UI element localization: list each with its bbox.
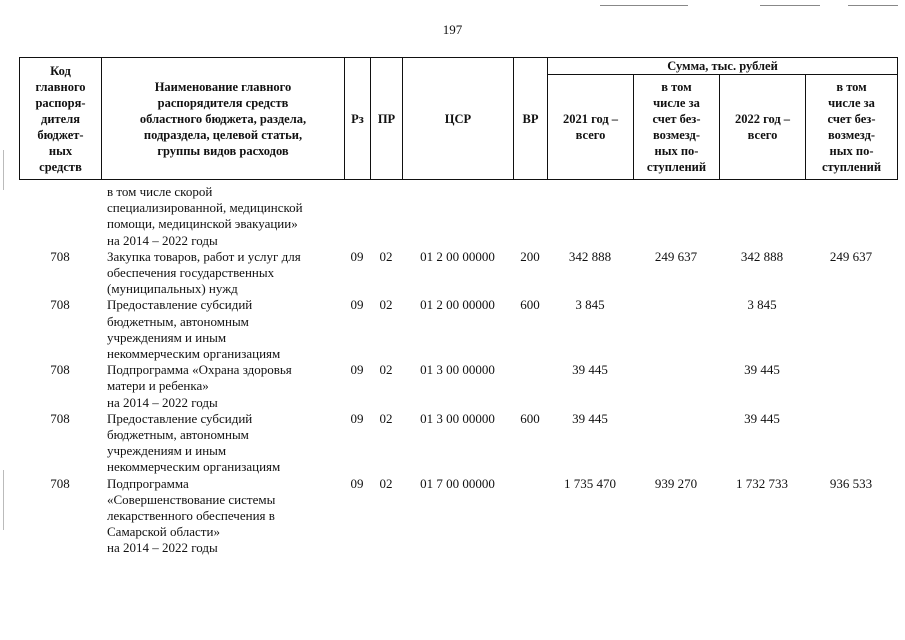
cell-code (19, 184, 101, 249)
cell-2022-incl: 249 637 (829, 248, 873, 264)
table-row (19, 476, 897, 557)
header-2021-total: 2021 год – всего (548, 75, 634, 180)
cell-name: Предоставление субсидий бюджетным, автономным учреждениям и иным некоммерческим организациям (107, 410, 281, 475)
cell-name: в том числе скорой специализированной, медицинской помощи, медицинской эвакуации» на 2014 – 2022 годы (107, 184, 303, 248)
cell-code: 708 (50, 362, 70, 378)
table-row (19, 184, 897, 249)
cell-pr: 02 (379, 410, 393, 426)
cell-code: 708 (50, 297, 70, 313)
cell-pr: 02 (379, 297, 393, 313)
cell-rz: 09 (350, 475, 364, 491)
cell-2021-incl (633, 184, 719, 249)
header-csr: ЦСР (403, 58, 514, 180)
cell-2021-incl: 939 270 (654, 475, 698, 491)
header-name: Наименование главного распорядителя средств областного бюджета, раздела, подраздела, целевой статьи, группы видов расходов (102, 58, 345, 180)
cell-rz: 09 (350, 410, 364, 426)
cell-csr: 01 7 00 00000 (420, 475, 495, 491)
cell-code: 708 (50, 475, 70, 491)
header-vr: ВР (514, 58, 548, 180)
cell-2022-total: 1 732 733 (736, 475, 788, 491)
cell-name: Подпрограмма «Охрана здоровья матери и ребенка» на 2014 – 2022 годы (107, 362, 292, 410)
cell-2022-total: 39 445 (744, 362, 780, 378)
cell-vr (513, 476, 547, 557)
table-row (19, 362, 897, 411)
cell-2021-total: 3 845 (575, 297, 605, 313)
cell-vr: 600 (520, 410, 540, 426)
cell-csr: 01 3 00 00000 (420, 362, 495, 378)
cell-vr: 200 (520, 248, 540, 264)
table-header (19, 57, 898, 180)
cell-2021-incl (633, 297, 719, 362)
cell-csr (402, 184, 513, 249)
cell-2021-incl: 249 637 (654, 248, 698, 264)
cell-2022-total: 3 845 (747, 297, 777, 313)
cell-2022-incl (805, 297, 897, 362)
cell-csr: 01 2 00 00000 (420, 297, 495, 313)
scan-line (848, 5, 898, 6)
cell-2022-total: 342 888 (740, 248, 784, 264)
cell-2022-incl (805, 184, 897, 249)
cell-name: Подпрограмма «Совершенствование системы лекарственного обеспечения в Самарской области» на 2014 – 2022 годы (107, 475, 276, 556)
cell-code: 708 (50, 410, 70, 426)
cell-2022-total: 39 445 (744, 410, 780, 426)
cell-rz: 09 (350, 362, 364, 378)
cell-rz: 09 (350, 248, 364, 264)
cell-name: Закупка товаров, работ и услуг для обеспечения государственных (муниципальных) нужд (107, 248, 301, 297)
cell-2021-total: 39 445 (572, 362, 608, 378)
cell-rz (344, 184, 370, 249)
cell-pr: 02 (379, 475, 393, 491)
cell-csr: 01 3 00 00000 (420, 410, 495, 426)
cell-2022-incl: 936 533 (829, 475, 873, 491)
scan-line (760, 5, 820, 6)
table-body (19, 184, 897, 557)
header-pr: ПР (371, 58, 403, 180)
cell-2022-incl (805, 362, 897, 411)
cell-pr: 02 (379, 248, 393, 264)
cell-csr: 01 2 00 00000 (420, 248, 495, 264)
cell-vr: 600 (520, 297, 540, 313)
cell-2022-total (719, 184, 805, 249)
cell-vr (513, 184, 547, 249)
header-2021-incl: в том числе за счет без- возмезд- ных по- ступлений (634, 75, 720, 180)
cell-name: Предоставление субсидий бюджетным, автономным учреждениям и иным некоммерческим организациям (107, 297, 281, 362)
page-number: 197 (442, 22, 463, 37)
cell-pr (370, 184, 402, 249)
cell-2022-incl (805, 411, 897, 476)
cell-2021-total: 342 888 (568, 248, 612, 264)
cell-2021-total: 39 445 (572, 410, 608, 426)
cell-2021-total (547, 184, 633, 249)
cell-rz: 09 (350, 297, 364, 313)
scan-mark (3, 150, 4, 190)
cell-vr (513, 362, 547, 411)
cell-2021-total: 1 735 470 (564, 475, 616, 491)
header-2022-total: 2022 год – всего (720, 75, 806, 180)
cell-code: 708 (50, 248, 70, 264)
table-row (19, 249, 897, 298)
scan-mark (3, 470, 4, 530)
header-rz: Рз (345, 58, 371, 180)
cell-2021-incl (633, 362, 719, 411)
header-code: Код главного распоря- дителя бюджет- ных средств (20, 58, 102, 180)
cell-2021-incl (633, 411, 719, 476)
table-row (19, 297, 897, 362)
cell-pr: 02 (379, 362, 393, 378)
table-row (19, 411, 897, 476)
scan-line (600, 5, 688, 6)
header-2022-incl: в том числе за счет без- возмезд- ных по- ступлений (806, 75, 898, 180)
header-sum: Сумма, тыс. рублей (548, 58, 898, 75)
